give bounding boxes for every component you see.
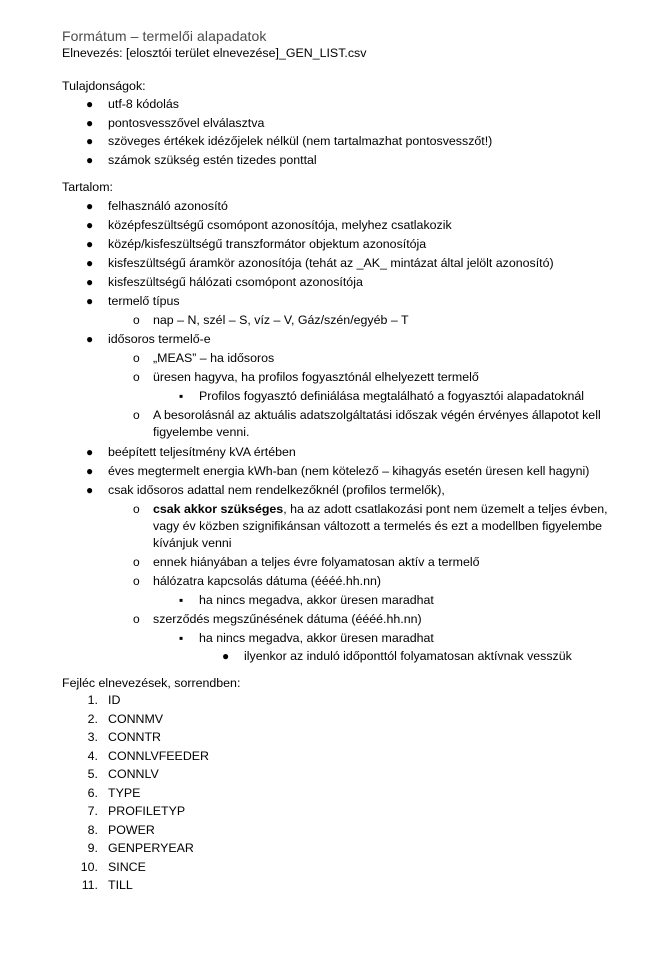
bullet-disc-icon: ● xyxy=(86,275,94,289)
content-item: ● termelő típus xyxy=(86,294,180,308)
bullet-disc-icon: ● xyxy=(86,218,94,232)
bullet-disc-icon: ● xyxy=(86,134,94,148)
header-list-item: 10. SINCE xyxy=(80,860,146,874)
property-item: ● pontosvesszővel elválasztva xyxy=(86,116,265,130)
content-subsubitem: ▪ Profilos fogyasztó definiálása megtalálható a fogyasztói alapadatoknál xyxy=(179,389,585,403)
bullet-circle-icon: o xyxy=(133,612,140,626)
bullet-circle-icon: o xyxy=(133,370,140,384)
bullet-circle-icon: o xyxy=(133,555,140,569)
content-item: ● kisfeszültségű áramkör azonosítója (tehát az _AK_ mintázat által jelölt azonosító) xyxy=(86,256,554,270)
content-subitem-continuation: figyelembe venni. xyxy=(153,425,250,439)
content-subsubitem: ▪ ha nincs megadva, akkor üresen maradhat xyxy=(179,593,434,607)
bullet-disc-icon: ● xyxy=(86,256,94,270)
property-item: ● utf-8 kódolás xyxy=(86,97,179,111)
content-subitem: o A besorolásnál az aktuális adatszolgáltatási időszak végén érvényes állapotot kell xyxy=(133,408,601,422)
content-item: ● beépített teljesítmény kVA értében xyxy=(86,445,296,459)
bullet-disc-icon: ● xyxy=(86,97,94,111)
bullet-circle-icon: o xyxy=(133,408,140,422)
header-list-item: 11. TILL xyxy=(81,878,133,892)
header-list-item: 2. CONNMV xyxy=(87,712,164,726)
content-subitem: o hálózatra kapcsolás dátuma (éééé.hh.nn) xyxy=(133,574,381,588)
content-item: ● kisfeszültségű hálózati csomópont azonosítója xyxy=(86,275,363,289)
header-list-item: 9. GENPERYEAR xyxy=(87,841,194,855)
content-subsubitem: ▪ ha nincs megadva, akkor üresen maradhat xyxy=(179,631,434,645)
document-title: Formátum – termelői alapadatok xyxy=(62,28,267,44)
bullet-circle-icon: o xyxy=(133,351,140,365)
bullet-circle-icon: o xyxy=(133,313,140,327)
bullet-disc-icon: ● xyxy=(86,116,94,130)
content-subitem: o csak akkor szükséges, ha az adott csatlakozási pont nem üzemelt a teljes évben, xyxy=(133,502,608,516)
header-list-item: 3. CONNTR xyxy=(87,730,161,744)
bullet-circle-icon: o xyxy=(133,502,140,516)
bullet-disc-icon: ● xyxy=(86,332,94,346)
header-list-item: 1. ID xyxy=(87,693,121,707)
bullet-disc-icon: ● xyxy=(222,649,230,663)
bullet-disc-icon: ● xyxy=(86,483,94,497)
header-list-item: 7. PROFILETYP xyxy=(87,804,186,818)
properties-heading: Tulajdonságok: xyxy=(62,79,146,93)
bullet-disc-icon: ● xyxy=(86,445,94,459)
property-item: ● szöveges értékek idézőjelek nélkül (nem tartalmazhat pontosvesszőt!) xyxy=(86,134,493,148)
bullet-square-icon: ▪ xyxy=(179,631,184,645)
content-heading: Tartalom: xyxy=(62,180,113,194)
content-item: ● középfeszültségű csomópont azonosítója, melyhez csatlakozik xyxy=(86,218,452,232)
content-item: ● idősoros termelő-e xyxy=(86,332,211,346)
content-item: ● csak idősoros adattal nem rendelkezőknél (profilos termelők), xyxy=(86,483,445,497)
content-subitem: o „MEAS” – ha idősoros xyxy=(133,351,275,365)
content-subitem-continuation: kívánjuk venni xyxy=(153,536,232,550)
content-subitem: o ennek hiányában a teljes évre folyamatosan aktív a termelő xyxy=(133,555,480,569)
header-list-item: 4. CONNLVFEEDER xyxy=(87,749,209,763)
bullet-disc-icon: ● xyxy=(86,237,94,251)
content-level4-item: ● ilyenkor az induló időponttól folyamatosan aktívnak vesszük xyxy=(222,649,572,663)
content-item: ● közép/kisfeszültségű transzformátor objektum azonosítója xyxy=(86,237,427,251)
bullet-disc-icon: ● xyxy=(86,199,94,213)
header-list-item: 5. CONNLV xyxy=(87,767,159,781)
header-list-item: 8. POWER xyxy=(87,823,155,837)
content-subitem: o nap – N, szél – S, víz – V, Gáz/szén/egyéb – T xyxy=(133,313,409,327)
content-subitem-continuation: vagy év közben szignifikánsan változott a termelés és ezt a modellben figyelembe xyxy=(153,519,603,533)
content-subitem: o szerződés megszűnésének dátuma (éééé.hh.nn) xyxy=(133,612,422,626)
emphasis-text: csak akkor szükséges xyxy=(153,502,284,516)
content-subitem: o üresen hagyva, ha profilos fogyasztónál elhelyezett termelő xyxy=(133,370,479,384)
header-list-item: 6. TYPE xyxy=(87,786,141,800)
bullet-circle-icon: o xyxy=(133,574,140,588)
content-item: ● felhasználó azonosító xyxy=(86,199,228,213)
bullet-square-icon: ▪ xyxy=(179,593,184,607)
property-item: ● számok szükség estén tizedes ponttal xyxy=(86,153,317,167)
file-name-line: Elnevezés: [elosztói terület elnevezése]_GEN_LIST.csv xyxy=(62,46,367,60)
bullet-square-icon: ▪ xyxy=(179,389,184,403)
bullet-disc-icon: ● xyxy=(86,153,94,167)
bullet-disc-icon: ● xyxy=(86,294,94,308)
headers-heading: Fejléc elnevezések, sorrendben: xyxy=(62,676,241,690)
content-item: ● éves megtermelt energia kWh-ban (nem kötelező – kihagyás esetén üresen kell hagyni) xyxy=(86,464,590,478)
bullet-disc-icon: ● xyxy=(86,464,94,478)
